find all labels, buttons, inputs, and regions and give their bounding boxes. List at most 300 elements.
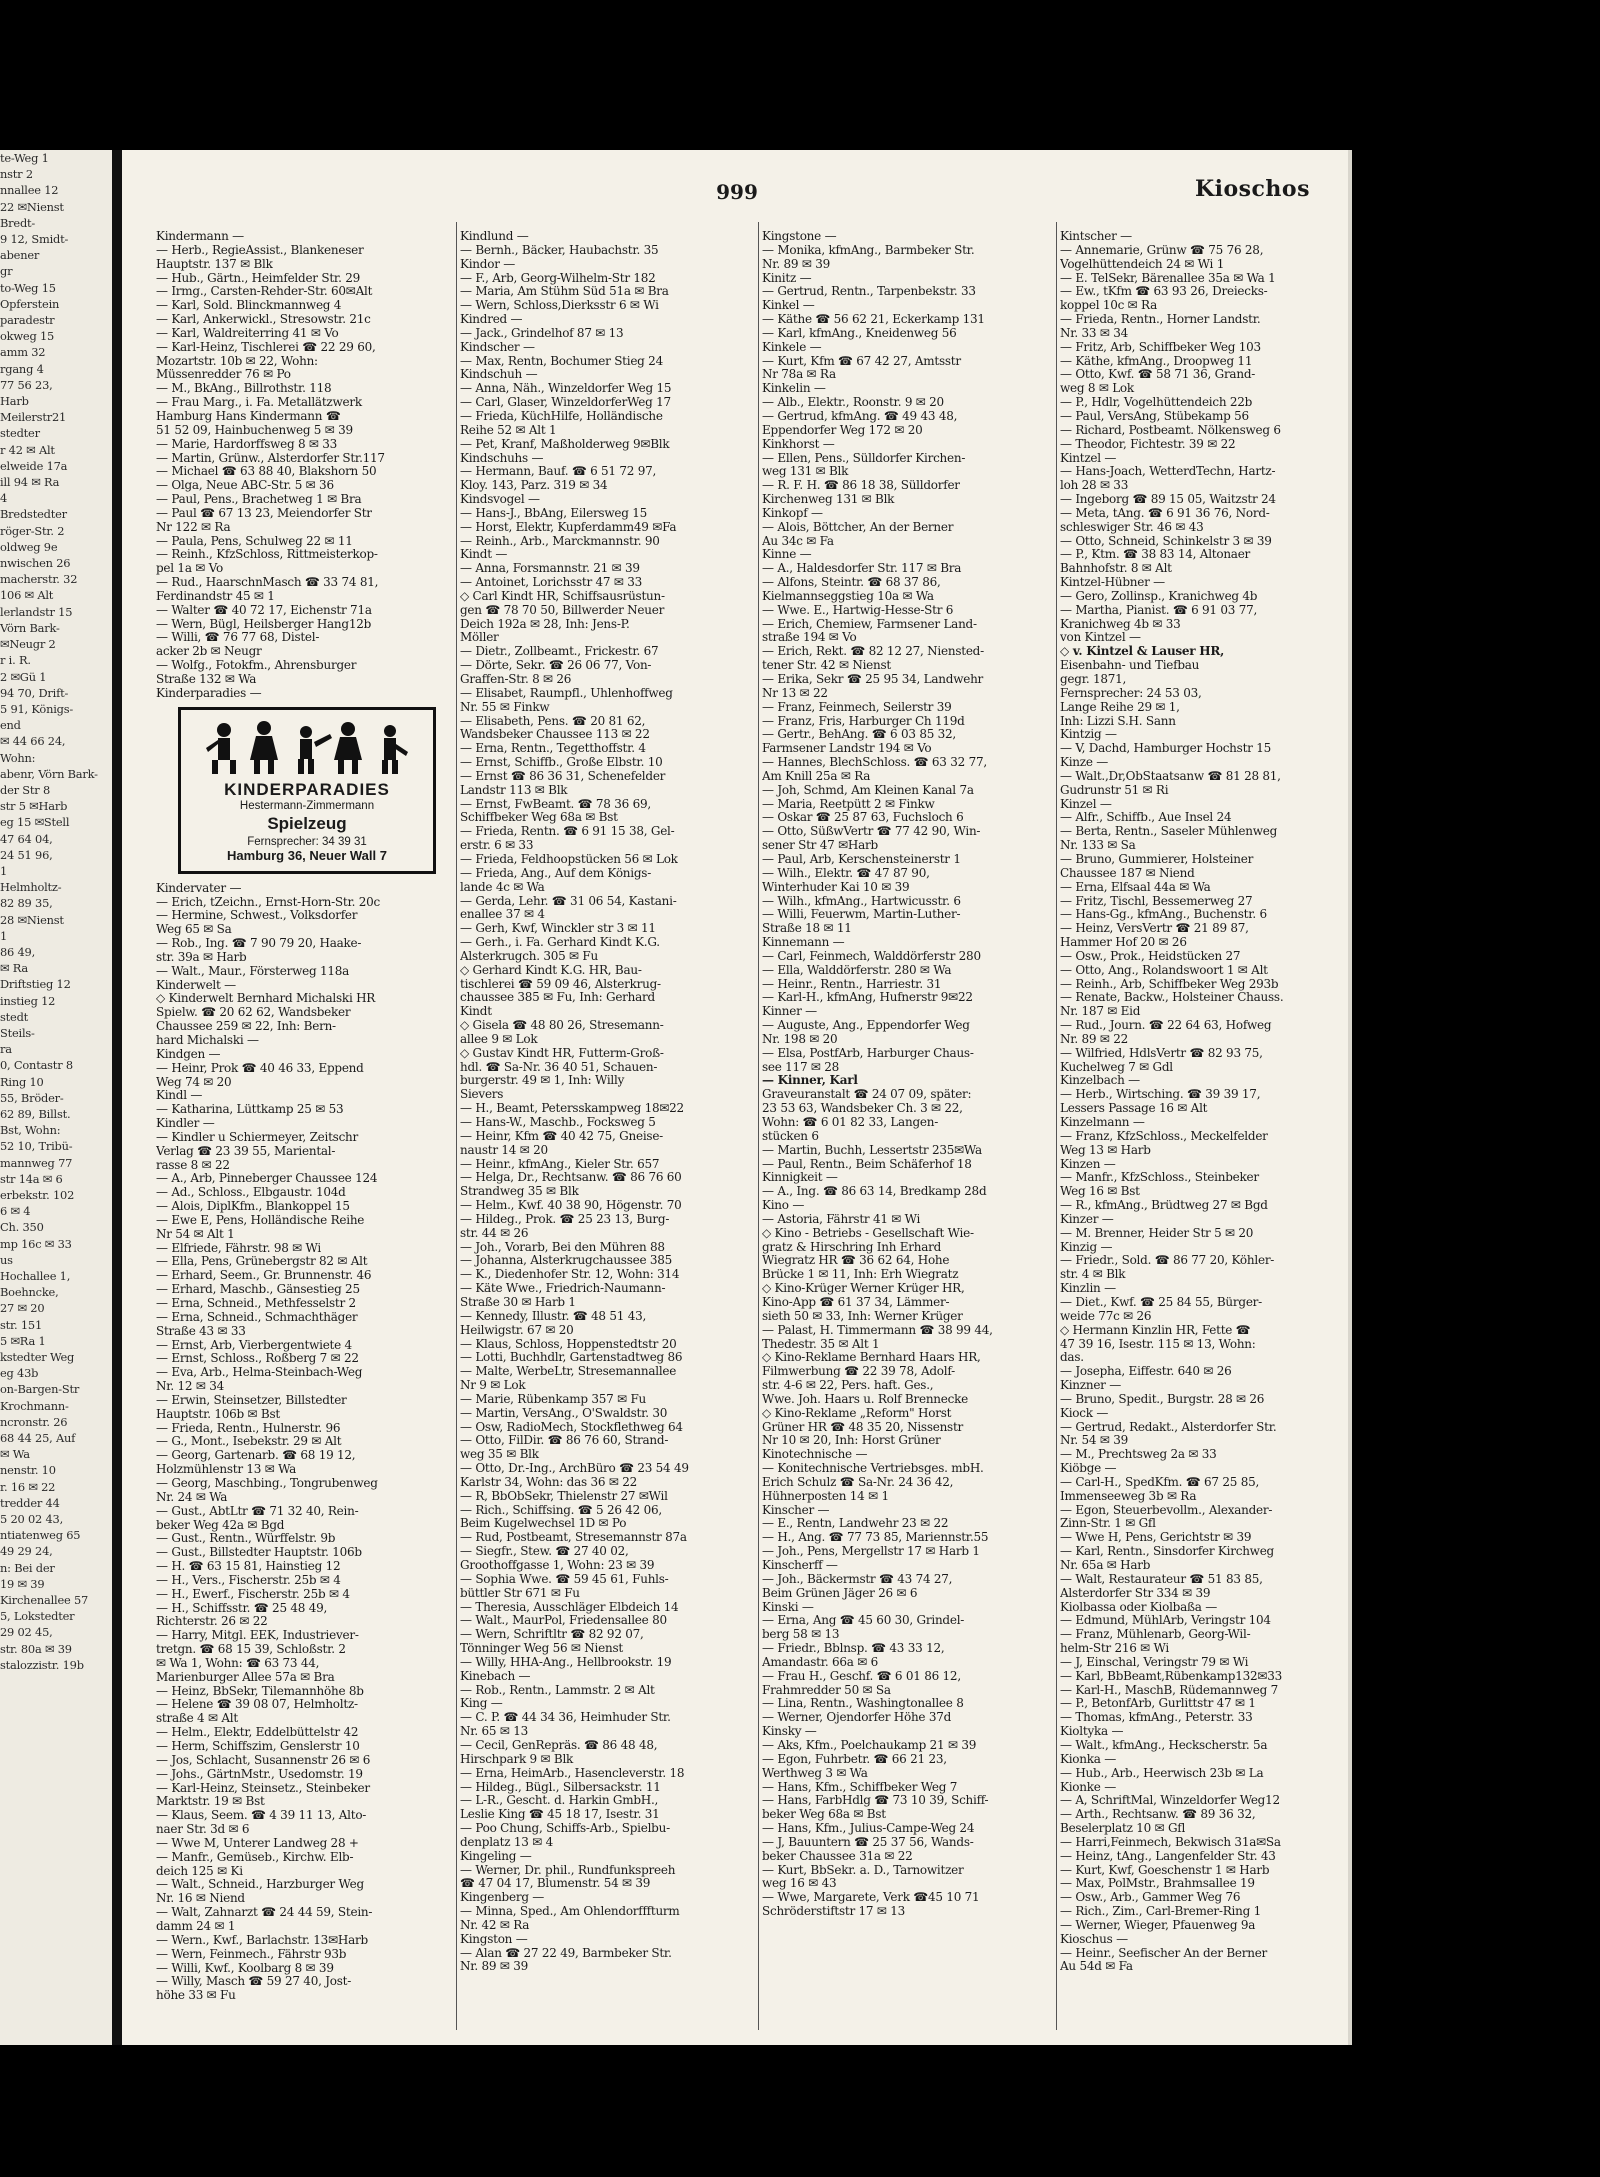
directory-entry-line: Vogelhüttendeich 24 ✉ Wi 1 [1060,257,1225,271]
fragment-line: Ch. 350 [0,1220,44,1235]
directory-entry-line: — Franz, KfzSchloss., Meckelfelder [1060,1129,1268,1143]
directory-entry-line: — Gertrud, Rentn., Tarpenbekstr. 33 [762,285,976,299]
fragment-line: Driftstieg 12 [0,977,71,992]
directory-entry-line: höhe 33 ✉ Fu [156,1989,236,2003]
directory-entry-line: — Wilfried, HdlsVertr ☎ 82 93 75, [1060,1046,1263,1060]
fragment-line: abenr, Vörn Bark- [0,766,98,781]
directory-entry-line: — Bernh., Bäcker, Haubachstr. 35 [460,243,659,257]
directory-entry-line: — Erhard, Maschb., Gänsestieg 25 [156,1283,360,1297]
directory-entry-line: Gudrunstr 51 ✉ Ri [1060,783,1169,797]
directory-entry-line: Straße 18 ✉ 11 [762,922,852,936]
directory-entry-line: — Erich, tZeichn., Ernst-Horn-Str. 20c [156,895,380,909]
directory-entry-line: Hammer Hof 20 ✉ 26 [1060,936,1187,950]
directory-entry-line: — Hans-Joach, WetterdTechn, Hartz- [1060,465,1276,479]
fragment-line: str 5 ✉Harb [0,799,68,814]
directory-entry-line: — Frieda, KüchHilfe, Holländische [460,409,663,423]
fragment-line: 62 89, Billst. [0,1106,71,1121]
directory-entry-line: — Otto, Ang., Rolandswoort 1 ✉ Alt [1060,963,1268,977]
directory-entry-line: Immenseeweg 3b ✉ Ra [1060,1489,1197,1503]
directory-entry-line: — Karl, Ankerwickl., Stresowstr. 21c [156,313,371,327]
directory-entry-line: denplatz 13 ✉ 4 [460,1835,553,1849]
directory-entry-line: — Helga, Dr., Rechtsanw. ☎ 86 76 60 [460,1171,682,1185]
directory-entry-line: — Georg, Gartenarb. ☎ 68 19 12, [156,1449,356,1463]
directory-entry-line: — A, SchriftMal, Winzeldorfer Weg12 [1060,1794,1280,1808]
fragment-line: 1 [0,863,8,878]
directory-entry-line: ◇ Hermann Kinzlin HR, Fette ☎ [1060,1323,1251,1337]
directory-entry-line: — Otto, Dr.-Ing., ArchBüro ☎ 23 54 49 [460,1462,689,1476]
directory-entry-line: — Klaus, Seem. ☎ 4 39 11 13, Alto- [156,1809,367,1823]
directory-entry-line: — Manfr., Gemüseb., Kirchw. Elb- [156,1850,354,1864]
directory-entry-line: — Willi, Kwf., Koolbarg 8 ✉ 39 [156,1961,334,1975]
directory-entry-line: — H., Beamt, Petersskampweg 18✉22 [460,1102,684,1116]
directory-entry-line: Nr 13 ✉ 22 [762,686,828,700]
fragment-line: 28 ✉Nienst [0,912,64,927]
directory-entry-line: — H., Ang. ☎ 77 73 85, Mariennstr.55 [762,1531,989,1545]
directory-entry-line: Kranichweg 4b ✉ 33 [1060,617,1181,631]
directory-entry-line: — Pet, Kranf, Maßholderweg 9✉Blk [460,437,670,451]
directory-entry-line: — Franz, Feinmech, Seilerstr 39 [762,700,952,714]
surname-heading: Kinkopf — [762,506,823,520]
directory-entry-line: — K., Diedenhofer Str. 12, Wohn: 314 [460,1268,680,1282]
directory-entry-line: Graveuranstalt ☎ 24 07 09, später: [762,1088,972,1102]
directory-entry-line: — Horst, Elektr, Kupferdamm49 ✉Fa [460,520,677,534]
directory-entry-line: Beim Grünen Jäger 26 ✉ 6 [762,1586,918,1600]
directory-entry-line: sieth 50 ✉ 33, Inh: Werner Krüger [762,1309,963,1323]
directory-entry-line: — R., kfmAng., Brüdtweg 27 ✉ Bgd [1060,1199,1268,1213]
ad-phone: Fernsprecher: 34 39 31 [247,835,367,848]
left-page-fragment [0,150,112,2045]
directory-entry-line: — Frieda, Rentn., Hulnerstr. 96 [156,1421,341,1435]
directory-entry-line: — Alan ☎ 27 22 49, Barmbeker Str. [460,1946,672,1960]
directory-entry-line: — Franz, Mühlenarb, Georg-Wil- [1060,1628,1251,1642]
fragment-line: Hochallee 1, [0,1269,71,1284]
directory-entry-line: — Wern., Kwf., Barlachstr. 13✉Harb [156,1933,368,1947]
directory-entry-line: Nr. 187 ✉ Eid [1060,1005,1141,1019]
directory-entry-line: — Kurt, Kfm ☎ 67 42 27, Amtsstr [762,354,961,368]
directory-entry-line: — Werner, Ojendorfer Höhe 37d [762,1711,952,1725]
directory-entry-line: Holzmühlenstr 13 ✉ Wa [156,1463,297,1477]
directory-entry-line: gegr. 1871, [1060,673,1127,686]
directory-entry-line: — Annemarie, Grünw ☎ 75 76 28, [1060,243,1264,257]
directory-entry-line: Fernsprecher: 24 53 03, [1060,686,1202,700]
directory-entry-line: — Erna, Elfsaal 44a ✉ Wa [1060,880,1211,894]
directory-entry-line: — H. ☎ 63 15 81, Hainstieg 12 [156,1560,341,1574]
surname-heading: Kindsvogel — [460,493,540,507]
surname-heading: Kinkhorst — [762,437,835,451]
directory-entry-line: — Anna, Näh., Winzeldorfer Weg 15 [460,382,672,396]
directory-entry-line: Alsterkrugch. 305 ✉ Fu [460,949,598,963]
fragment-line: str. 80a ✉ 39 [0,1641,72,1656]
directory-entry-line: hdl. ☎ Sa-Nr. 36 40 51, Schauen- [460,1060,658,1074]
directory-entry-line: — Harry, Mitgl. EEK, Industriever- [156,1629,359,1643]
directory-entry-line: — Hub., Gärtn., Heimfelder Str. 29 [156,271,360,285]
directory-entry-line: — Elfriede, Fährstr. 98 ✉ Wi [156,1241,322,1255]
surname-heading: Kindler — [156,1117,215,1131]
directory-entry-line: koppel 10c ✉ Ra [1060,299,1158,313]
ad-address: Hamburg 36, Neuer Wall 7 [227,847,387,863]
directory-entry-line: — Joh, Schmd, Am Kleinen Kanal 7a [762,783,974,797]
fragment-line: ill 94 ✉ Ra [0,475,60,490]
surname-heading: Kinzen — [1060,1157,1116,1171]
directory-entry-line: — Otto, Schneid, Schinkelstr 3 ✉ 39 [1060,534,1272,548]
directory-entry-line: Brücke 1 ✉ 11, Inh: Erh Wiegratz [762,1268,959,1282]
directory-entry-line: Zinn-Str. 1 ✉ Gfl [1060,1517,1156,1531]
directory-entry-line: — Bruno, Spedit., Burgstr. 28 ✉ 26 [1060,1392,1265,1406]
directory-entry-line: — P., BetonfArb, Gurlittstr 47 ✉ 1 [1060,1697,1256,1711]
directory-entry-line: — Helm., Kwf. 40 38 90, Högenstr. 70 [460,1199,682,1213]
directory-entry-line: — Reinh., Arb, Schiffbeker Weg 293b [1060,977,1279,991]
surname-heading: Kindervater — [156,881,242,895]
page-number: 999 [716,180,758,204]
directory-entry-line: sener Str 47 ✉Harb [762,839,878,853]
fragment-line: abener [0,248,40,263]
directory-entry-line: das. [1060,1351,1084,1365]
directory-entry-line: — H., Vers., Fischerstr. 25b ✉ 4 [156,1573,341,1587]
surname-heading: Kinski — [762,1600,814,1614]
surname-heading: Kinsky — [762,1725,817,1739]
directory-entry-line: Möller [460,631,499,645]
surname-heading: Kino — [762,1199,805,1213]
directory-entry-line: Nr. 42 ✉ Ra [460,1918,530,1932]
directory-entry-line: — Wwe. E., Hartwig-Hesse-Str 6 [762,603,954,617]
directory-entry-line: — Osw., Prok., Heidstücken 27 [1060,949,1241,963]
directory-entry-line: — Paul, Arb, Kerschensteinerstr 1 [762,852,961,866]
surname-heading: Kindschuhs — [460,451,544,465]
directory-entry-line: beker Weg 68a ✉ Bst [762,1808,886,1822]
directory-entry-line: ◇ Gerhard Kindt K.G. HR, Bau- [460,963,642,977]
directory-entry-line: — Meta, tAng. ☎ 6 91 36 76, Nord- [1060,506,1270,520]
directory-entry-line: Alsterdorfer Str 334 ✉ 39 [1060,1586,1211,1600]
directory-entry-line: Au 54d ✉ Fa [1060,1960,1133,1974]
directory-entry-line: — Hans-Gg., kfmAng., Buchenstr. 6 [1060,908,1267,922]
fragment-line: 47 64 04, [0,831,53,846]
directory-entry-line: Tönninger Weg 56 ✉ Nienst [460,1642,623,1656]
directory-entry-line: weg 16 ✉ 43 [762,1877,837,1891]
fragment-line: 0, Contastr 8 [0,1058,73,1073]
surname-heading: Kinne — [762,548,812,562]
directory-entry-line: — Käthe ☎ 56 62 21, Eckerkamp 131 [762,313,985,327]
directory-entry-line: — Anna, Forsmannstr. 21 ✉ 39 [460,562,640,576]
kinderparadies-advertisement [178,707,436,874]
directory-entry-line: — Helene ☎ 39 08 07, Helmholtz- [156,1698,358,1712]
directory-entry-line: Landstr 113 ✉ Blk [460,783,568,797]
fragment-line: 106 ✉ Alt [0,588,54,603]
surname-heading: Kioschus — [1060,1932,1128,1946]
directory-entry-line: — Klaus, Schloss, Hoppenstedtstr 20 [460,1337,677,1351]
surname-heading: Kionka — [1060,1752,1116,1766]
fragment-line: eg 43b [0,1366,39,1381]
directory-entry-line: — Dörte, Sekr. ☎ 26 06 77, Von- [460,659,652,673]
directory-entry-line: — Hildeg., Prok. ☎ 25 23 13, Burg- [460,1212,670,1226]
directory-entry-line: — Wwe, Margarete, Verk ☎45 10 71 [762,1891,980,1905]
directory-entry-line: — Willy, Masch ☎ 59 27 40, Jost- [156,1975,352,1989]
surname-heading: Kinderparadies — [156,686,262,700]
directory-entry-line: — Erich, Chemiew, Farmsener Land- [762,617,977,631]
fragment-line: 5 91, Königs- [0,701,74,716]
column-rule [758,222,759,2030]
fragment-line: r 42 ✉ Alt [0,442,55,457]
fragment-line: 82 89 35, [0,896,53,911]
directory-entry-line: — Willi, ☎ 76 77 68, Distel- [156,631,320,645]
directory-entry-line: — Gust., Billstedter Hauptstr. 106b [156,1546,362,1560]
directory-entry-line: — Wilh., kfmAng., Hartwicusstr. 6 [762,894,961,908]
directory-entry-line: — Alfr., Schiffb., Aue Insel 24 [1060,811,1232,825]
directory-entry-line: Bahnhofstr. 8 ✉ Alt [1060,562,1172,576]
directory-entry-line: — Ernst, Arb, Vierbergentwiete 4 [156,1338,352,1352]
directory-entry-line: — Helm., Elektr, Eddelbüttelstr 42 [156,1726,359,1740]
directory-entry-line: Wandsbeker Chaussee 113 ✉ 22 [460,728,650,742]
fragment-line: elweide 17a [0,458,68,473]
directory-entry-line: — A., Ing. ☎ 86 63 14, Bredkamp 28d [762,1185,987,1199]
directory-entry-line: — Karl, kfmAng., Kneidenweg 56 [762,326,957,340]
directory-entry-line: Nr. 33 ✉ 34 [1060,326,1129,340]
directory-entry-line: — Dietr., Zollbeamt., Frickestr. 67 [460,645,659,659]
directory-entry-line: — Renate, Backw., Holsteiner Chauss. [1060,991,1284,1005]
surname-heading: Kintscher — [1060,230,1132,243]
directory-entry-line: — Ernst ☎ 86 36 31, Schenefelder [460,769,666,783]
directory-entry-line: — Friedr., Bblnsp. ☎ 43 33 12, [762,1642,945,1656]
directory-entry-line: — Rob., Ing. ☎ 7 90 79 20, Haake- [156,937,362,951]
surname-heading: Kinebach — [460,1669,531,1683]
fragment-line: 5, Lokstedter [0,1609,75,1624]
directory-entry-line: Grüner HR ☎ 48 35 20, Nissenstr [762,1420,964,1434]
directory-entry-line: Nr. 24 ✉ Wa [156,1490,228,1504]
surname-heading: Kingenberg — [460,1891,545,1905]
fragment-line: 6 ✉ 4 [0,1204,31,1219]
directory-entry-line: — Sophia Wwe. ☎ 59 45 61, Fuhls- [460,1572,669,1586]
surname-heading: Kinitz — [762,271,812,285]
directory-entry-line: Strandweg 35 ✉ Blk [460,1185,579,1199]
directory-entry-line: Hühnerposten 14 ✉ 1 [762,1489,889,1503]
directory-entry-line: Marktstr. 19 ✉ Bst [156,1795,265,1809]
directory-entry-line: — Karl, Sold. Blinckmannweg 4 [156,299,342,313]
directory-entry-line: — Arth., Rechtsanw. ☎ 89 36 32, [1060,1808,1256,1822]
directory-entry-line: — Ew., tKfm ☎ 63 93 26, Dreiecks- [1060,285,1268,299]
directory-entry-line: Am Knill 25a ✉ Ra [762,769,871,783]
fragment-line: stalozzistr. 19b [0,1657,84,1672]
directory-column-4 [1060,230,1338,2030]
directory-entry-line: — Ernst, Schloss., Roßberg 7 ✉ 22 [156,1352,359,1366]
directory-entry-line: Graffen-Str. 8 ✉ 26 [460,673,572,686]
directory-column-2 [460,230,756,2030]
directory-entry-line: — Karl-H., kfmAng, Hufnerstr 9✉22 [762,991,973,1005]
directory-entry-line: — Lotti, Buchhdlr, Gartenstadtweg 86 [460,1351,683,1365]
directory-entry-line: — Ernst, FwBeamt. ☎ 78 36 69, [460,797,651,811]
directory-entry-line: Amandastr. 66a ✉ 6 [762,1655,879,1669]
directory-entry-line: — Paul, Pens., Brachetweg 1 ✉ Bra [156,493,362,507]
directory-entry-line: — Diet., Kwf. ☎ 25 84 55, Bürger- [1060,1295,1262,1309]
directory-entry-line: damm 24 ✉ 1 [156,1919,236,1933]
surname-heading: Kinnemann — [762,936,845,950]
directory-entry-line: Inh: Lizzi S.H. Sann [1060,714,1176,728]
directory-entry-line: — Ingeborg ☎ 89 15 05, Waitzstr 24 [1060,493,1276,507]
directory-entry-line: Richterstr. 26 ✉ 22 [156,1615,268,1629]
directory-entry-line: — Ellen, Pens., Sülldorfer Kirchen- [762,451,966,465]
directory-entry-line: see 117 ✉ 28 [762,1060,840,1074]
surname-heading: Kinze — [1060,756,1109,770]
surname-heading: Kintzig — [1060,728,1117,742]
directory-entry-line: erstr. 6 ✉ 33 [460,839,534,853]
fragment-line: Steils- [0,1025,35,1040]
directory-entry-line: — Rud., HaarschnMasch ☎ 33 74 81, [156,576,379,590]
column-rule [456,222,457,2030]
fragment-line: 94 70, Drift- [0,685,69,700]
fragment-line: macherstr. 32 [0,572,78,587]
directory-entry-line: — Marie, Hardorffsweg 8 ✉ 33 [156,437,338,451]
fragment-line: nenstr. 10 [0,1463,56,1478]
directory-entry-line: — Joh., Pens, Mergellstr 17 ✉ Harb 1 [762,1545,980,1559]
directory-entry-line: — Otto, Kwf. ☎ 58 71 36, Grand- [1060,368,1256,382]
directory-entry-line: — H., Ewerf., Fischerstr. 25b ✉ 4 [156,1587,350,1601]
directory-entry-line: Kirchenweg 131 ✉ Blk [762,493,895,507]
fragment-line: Meilerstr21 [0,410,67,425]
directory-entry-line: — Martin, Buchh, Lessertstr 235✉Wa [762,1143,982,1157]
directory-entry-line: — Karl-Heinz, Steinsetz., Steinbeker [156,1781,370,1795]
directory-entry-line: — E. TelSekr, Bärenallee 35a ✉ Wa 1 [1060,271,1276,285]
directory-entry-line: — Willy, HHA-Ang., Hellbrookstr. 19 [460,1655,672,1669]
directory-entry-line: Beim Kugelwechsel 1D ✉ Po [460,1517,627,1531]
directory-entry-line: Weg 74 ✉ 20 [156,1075,232,1089]
directory-entry-line: büttler Str 671 ✉ Fu [460,1586,580,1600]
surname-heading: Kinscher — [762,1503,830,1517]
directory-entry-line: — Rud, Postbeamt, Stresemannstr 87a [460,1531,687,1545]
directory-entry-line: — Erna, Schneid., Methfesselstr 2 [156,1297,356,1310]
fragment-line: okweg 15 [0,329,55,344]
directory-entry-line: Erich Schulz ☎ Sa-Nr. 24 36 42, [762,1475,954,1489]
directory-entry-line: — Egon, Fuhrbetr. ☎ 66 21 23, [762,1752,947,1766]
directory-entry-line: Hauptstr. 137 ✉ Blk [156,257,273,271]
directory-entry-line: Nr. 55 ✉ Finkw [460,700,550,714]
directory-entry-line: — Friedr., Sold. ☎ 86 77 20, Köhler- [1060,1254,1275,1268]
directory-entry-line: — Frieda, Ang., Auf dem Königs- [460,866,652,880]
directory-entry-line: — Wwe M, Unterer Landweg 28 + [156,1836,359,1850]
directory-entry-line: — Hans-W., Maschb., Focksweg 5 [460,1116,656,1129]
directory-entry-line: — Berta, Rentn., Saseler Mühlenweg [1060,825,1278,839]
directory-entry-line: — Osw, RadioMech, Stockflethweg 64 [460,1420,683,1434]
directory-page [122,150,1348,2045]
directory-entry-line: — Hildeg., Bügl., Silbersackstr. 11 [460,1780,661,1794]
directory-entry-line: ◇ Kino-Reklame „Reform" Horst [762,1406,952,1420]
directory-entry-line: Nr. 133 ✉ Sa [1060,839,1136,853]
directory-entry-line: — Minna, Sped., Am Ohlendorfffturm [460,1905,680,1919]
directory-entry-line: — Hans, Kfm., Julius-Campe-Weg 24 [762,1822,975,1836]
directory-entry-line: str. 4-6 ✉ 22, Pers. haft. Ges., [762,1379,934,1393]
directory-entry-line: Nr 122 ✉ Ra [156,520,231,534]
surname-heading: von Kintzel — [1060,631,1141,645]
directory-entry-line: tischlerei ☎ 59 09 46, Alsterkrug- [460,977,661,991]
directory-entry-line: — Siegfr., Stew. ☎ 27 40 02, [460,1545,629,1559]
directory-entry-line: — Max, Rentn, Bochumer Stieg 24 [460,354,663,368]
directory-entry-line: — Walt., Maur., Försterweg 118a [156,964,350,978]
directory-entry-line: — Erna, Ang ☎ 45 60 30, Grindel- [762,1614,965,1628]
directory-entry-line: — Eva, Arb., Helma-Steinbach-Weg [156,1366,363,1380]
fragment-line: to-Weg 15 [0,280,56,295]
directory-entry-line: — Auguste, Ang., Eppendorfer Weg [762,1019,970,1033]
directory-entry-line: Nr. 16 ✉ Niend [156,1892,245,1906]
directory-entry-line: — Karl, BbBeamt,Rübenkamp132✉33 [1060,1669,1282,1683]
directory-entry-line: — Johs., GärtnMstr., Usedomstr. 19 [156,1767,363,1781]
directory-entry-line: ◇ Kino-Krüger Werner Krüger HR, [762,1282,965,1296]
fragment-line: 5 ✉Ra 1 [0,1333,46,1348]
surname-heading: Kinner — [762,1005,817,1019]
fragment-line: ✉ Ra [0,961,28,976]
directory-entry-line: — Otto, SüßwVertr ☎ 77 42 90, Win- [762,825,981,839]
directory-entry-line: — Thomas, kfmAng., Peterstr. 33 [1060,1711,1253,1725]
directory-entry-line: Groothoffgasse 1, Wohn: 23 ✉ 39 [460,1559,655,1572]
directory-entry-line: — Frau Marg., i. Fa. Metallätzwerk [156,396,362,410]
directory-entry-line: Weg 65 ✉ Sa [156,923,232,937]
directory-column-1 [156,230,454,2030]
directory-entry-line: Reihe 52 ✉ Alt 1 [460,423,557,437]
fragment-line: ntiatenweg 65 [0,1528,81,1543]
ad-product: Spielzeug [267,813,347,833]
directory-entry-line: Farmsener Landstr 194 ✉ Vo [762,742,932,756]
directory-entry-line: Karlstr 34, Wohn: das 36 ✉ 22 [460,1475,637,1489]
directory-entry-line: — Hannes, BlechSchloss. ☎ 63 32 77, [762,756,987,770]
directory-entry-line: helm-Str 216 ✉ Wi [1060,1642,1169,1656]
directory-entry-line: — Wilh., Elektr. ☎ 47 87 90, [762,866,930,880]
directory-entry-line: Heilwigstr. 67 ✉ 20 [460,1323,574,1337]
fragment-line: us [0,1252,13,1267]
directory-entry-line: ◇ Kino - Betriebs - Gesellschaft Wie- [762,1226,974,1240]
directory-entry-line: — Reinh., Arb., Marckmannstr. 90 [460,534,660,548]
fragment-line: nwischen 26 [0,556,71,571]
directory-entry-line: — Gerh, Kwf, Winckler str 3 ✉ 11 [460,922,656,936]
running-head: Kioschos [1195,176,1310,202]
directory-entry-line: Kloy. 143, Parz. 319 ✉ 34 [460,479,608,493]
directory-entry-line: — Franz, Fris, Harburger Ch 119d [762,714,965,728]
fragment-line: 52 10, Tribü- [0,1139,73,1154]
fragment-line: 5 20 02 43, [0,1512,64,1527]
directory-entry-line: Eisenbahn- und Tiefbau [1060,659,1200,673]
directory-entry-line: — M., Prechtsweg 2a ✉ 33 [1060,1448,1217,1462]
directory-entry-line: — Paul ☎ 67 13 23, Meiendorfer Str [156,506,372,520]
surname-heading: Kindschuh — [460,368,538,382]
directory-entry-line: — Hermine, Schwest., Volksdorfer [156,909,358,923]
directory-entry-line: — Käte Wwe., Friedrich-Naumann- [460,1282,666,1296]
directory-entry-line: — Maria, Reetpütt 2 ✉ Finkw [762,797,935,811]
directory-entry-line: burgerstr. 49 ✉ 1, Inh: Willy [460,1074,625,1088]
directory-entry-line: Werthweg 3 ✉ Wa [762,1766,868,1780]
directory-entry-line: Weg 16 ✉ Bst [1060,1185,1140,1199]
fragment-line: Kirchenallee 57 [0,1593,89,1608]
directory-entry-line: — Reinh., KfzSchloss, Rittmeisterkop- [156,548,378,562]
directory-entry-line: — Carl-H., SpedKfm. ☎ 67 25 85, [1060,1475,1260,1489]
directory-entry-line: — Ella, Pens, Grünebergstr 82 ✉ Alt [156,1255,368,1269]
fragment-line: nnallee 12 [0,183,59,198]
fragment-line: r. 16 ✉ 22 [0,1479,56,1494]
surname-heading: Kioltyka — [1060,1725,1124,1739]
directory-entry-line: — Rud., Journ. ☎ 22 64 63, Hofweg [1060,1019,1272,1033]
directory-entry-line: — Manfr., KfzSchloss., Steinbeker [1060,1171,1259,1185]
directory-entry-line: straße 4 ✉ Alt [156,1712,238,1726]
fragment-line: n: Bei der [0,1560,55,1575]
directory-entry-line: Kielmannseggstieg 10a ✉ Wa [762,589,934,603]
directory-entry-line: — Alois, Böttcher, An der Berner [762,520,954,534]
directory-entry-line: Hirschpark 9 ✉ Blk [460,1752,574,1766]
directory-entry-line: — J, Bauuntern ☎ 25 37 56, Wands- [762,1835,974,1849]
directory-entry-line: — Frieda, Rentn., Horner Landstr. [1060,313,1261,327]
directory-entry-line: — Walt., MaurPol, Friedensallee 80 [460,1614,667,1628]
directory-entry-line: Nr. 54 ✉ 39 [1060,1434,1129,1448]
fragment-line: nstr 2 [0,167,33,182]
directory-entry-line: — Alb., Elektr., Roonstr. 9 ✉ 20 [762,396,944,410]
directory-entry-line: Nr. 89 ✉ 39 [762,257,831,271]
directory-entry-line: — Fritz, Arb, Schiffbeker Weg 103 [1060,340,1261,354]
directory-entry-line: — Walt.,Dr,ObStaatsanw ☎ 81 28 81, [1060,769,1281,783]
directory-entry-line: — Cecil, GenRepräs. ☎ 86 48 48, [460,1738,658,1752]
fragment-line: 1 [0,928,8,943]
